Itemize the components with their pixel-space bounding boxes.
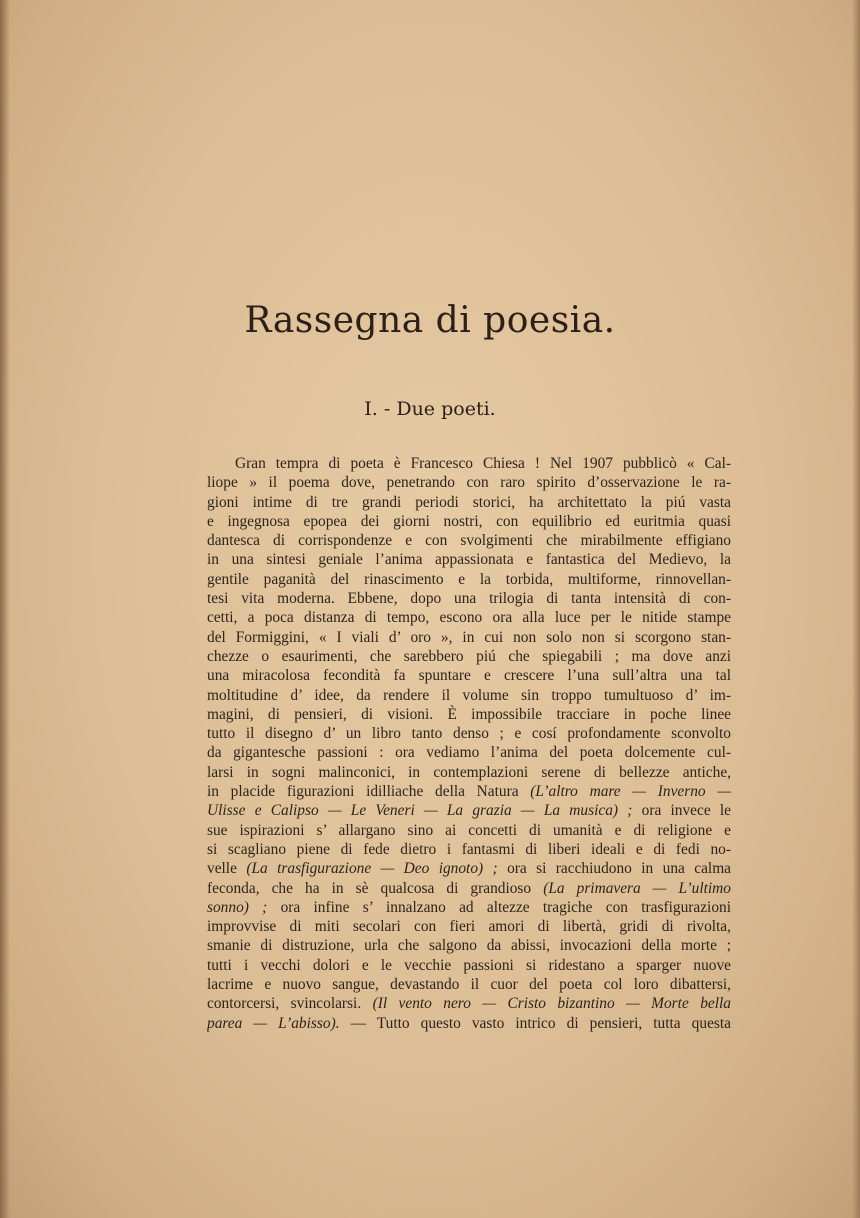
text-line: cetti, a poca distanza di tempo, escono ora alla luce per le nitide stampe: [207, 609, 731, 627]
text-line: Gran tempra di poeta è Francesco Chiesa ! Nel 1907 pubblicò « Cal-: [235, 455, 731, 472]
text-segment: ora si racchiudono in una calma: [497, 860, 731, 878]
page-title: Rassegna di poesia.: [244, 300, 616, 341]
text-line: in una sintesi geniale l’anima appassionata e fantastica del Medievo, la: [207, 551, 731, 569]
text-line: del Formiggini, « I viali d’ oro », in cui non solo non si scorgono stan-: [207, 628, 731, 646]
text-line: dantesca di corrispondenze e con svolgimenti che mirabilmente effigiano: [207, 532, 731, 550]
text-line: [207, 1014, 731, 1033]
text-line: smanie di distruzione, urla che salgono da abissi, invocazioni della morte ;: [207, 937, 731, 955]
text-line: [207, 879, 731, 898]
italic-titles: (La trasfigurazione — Deo ignoto) ;: [246, 860, 498, 878]
text-line: [207, 898, 731, 917]
text-line: tutto il disegno d’ un libro tanto denso ; e cosí profondamente sconvolto: [207, 725, 731, 743]
text-line: chezze o esaurimenti, che sarebbero piú che spiegabili ; ma dove anzi: [207, 647, 731, 665]
text-line: larsi in sogni malinconici, in contemplazioni serene di bellezze antiche,: [207, 763, 731, 781]
text-line: sue ispirazioni s’ allargano sino ai concetti di umanità e di religione e: [207, 821, 731, 839]
text-line: tutti i vecchi dolori e le vecchie passioni si ridestano a sparger nuove: [207, 956, 731, 974]
page-edge-left: [0, 0, 10, 1218]
text-line: liope » il poema dove, penetrando con raro spirito d’osservazione le ra-: [207, 474, 731, 492]
text-segment: ora invece le: [632, 802, 731, 820]
text-segment: — Tutto questo vasto intrico di pensieri, tutta questa: [339, 1014, 731, 1032]
text-line: [207, 801, 731, 820]
text-line: una miracolosa fecondità fa spuntare e crescere l’una sull’altra una tal: [207, 667, 731, 685]
body-text: [207, 454, 731, 1033]
text-line: si scagliano piene di fede dietro i fantasmi di liberi ideali e di fedi no-: [207, 840, 731, 858]
text-segment: in placide figurazioni idilliache della Natura: [207, 783, 519, 801]
text-line: moltitudine d’ idee, da rendere il volume sin troppo tumultuoso d’ im-: [207, 686, 731, 704]
italic-titles: (La primavera — L’ultimo: [543, 879, 731, 897]
text-line: [207, 994, 731, 1013]
text-line: da gigantesche passioni : ora vediamo l’anima del poeta dolcemente cul-: [207, 744, 731, 762]
text-line: gioni intime di tre grandi periodi storici, ha architettato la piú vasta: [207, 493, 731, 511]
text-line: tesi vita moderna. Ebbene, dopo una trilogia di tanta intensità di con-: [207, 590, 731, 608]
text-line: [207, 859, 731, 878]
italic-titles: parea — L’abisso).: [207, 1014, 340, 1032]
page-edge-right: [852, 0, 860, 1218]
text-line: [207, 782, 731, 801]
text-segment: feconda, che ha in sè qualcosa di grandioso: [207, 879, 532, 897]
text-line: e ingegnosa epopea dei giorni nostri, con equilibrio ed euritmia quasi: [207, 512, 731, 530]
text-segment: ora infine s’ innalzano ad altezze tragiche con trasfigurazioni: [267, 898, 731, 916]
text-line: lacrime e nuovo sangue, devastando il cuor del poeta col loro dibattersi,: [207, 976, 731, 994]
section-heading: I. - Due poeti.: [364, 398, 496, 420]
italic-titles: sonno) ;: [207, 898, 268, 916]
text-line: magini, di pensieri, di visioni. È impossibile tracciare in poche linee: [207, 705, 731, 723]
italic-titles: (Il vento nero — Cristo bizantino — Morte bella: [372, 995, 731, 1013]
text-line: gentile paganità del rinascimento e la torbida, multiforme, rinnovellan-: [207, 570, 731, 588]
text-line: improvvise di miti secolari con fieri amori di libertà, gridi di rivolta,: [207, 918, 731, 936]
text-segment: contorcersi, svincolarsi.: [207, 995, 362, 1013]
text-segment: velle: [207, 860, 237, 878]
italic-titles: (L’altro mare — Inverno —: [530, 783, 731, 801]
italic-titles: Ulisse e Calipso — Le Veneri — La grazia — La musica) ;: [207, 802, 633, 820]
